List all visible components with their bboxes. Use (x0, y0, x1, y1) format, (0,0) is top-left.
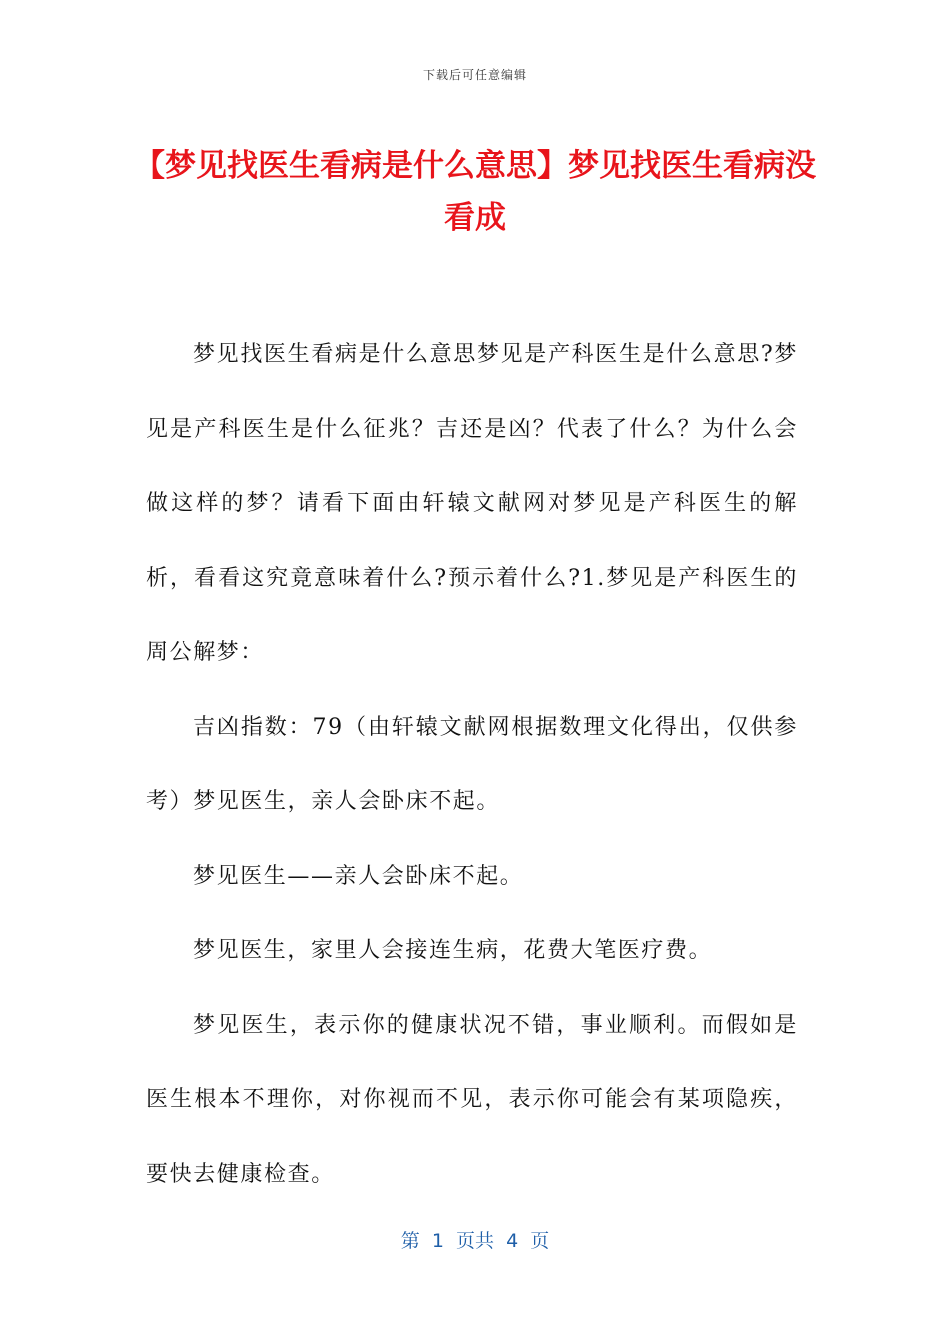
header-note: 下载后可任意编辑 (422, 68, 527, 82)
page-number-footer: 第 1 页共 4 页 (400, 1230, 550, 1252)
document-body (146, 318, 798, 1212)
paragraph-family-illness: 梦见医生，家里人会接连生病，花费大笔医疗费。 (193, 938, 713, 963)
paragraph-luck-index: 吉凶指数：79（由轩辕文献网根据数理文化得出，仅供参考）梦见医生，亲人会卧床不起。 (146, 714, 798, 814)
paragraph-health-status: 梦见医生，表示你的健康状况不错，事业顺利。而假如是医生根本不理你，对你视而不见，表示你可能会有某项隐疾，要快去健康检查。 (146, 1012, 798, 1187)
paragraph-intro: 梦见找医生看病是什么意思梦见是产科医生是什么意思?梦见是产科医生是什么征兆？吉还是凶？代表了什么？为什么会做这样的梦？请看下面由轩辕文献网对梦见是产科医生的解析，看看这究竟意味着什么?预示着什么?1.梦见是产科医生的周公解梦： (146, 342, 798, 665)
paragraph-relatives-bedridden: 梦见医生——亲人会卧床不起。 (193, 863, 524, 889)
document-title: 【梦见找医生看病是什么意思】梦见找医生看病没看成 (134, 148, 816, 236)
